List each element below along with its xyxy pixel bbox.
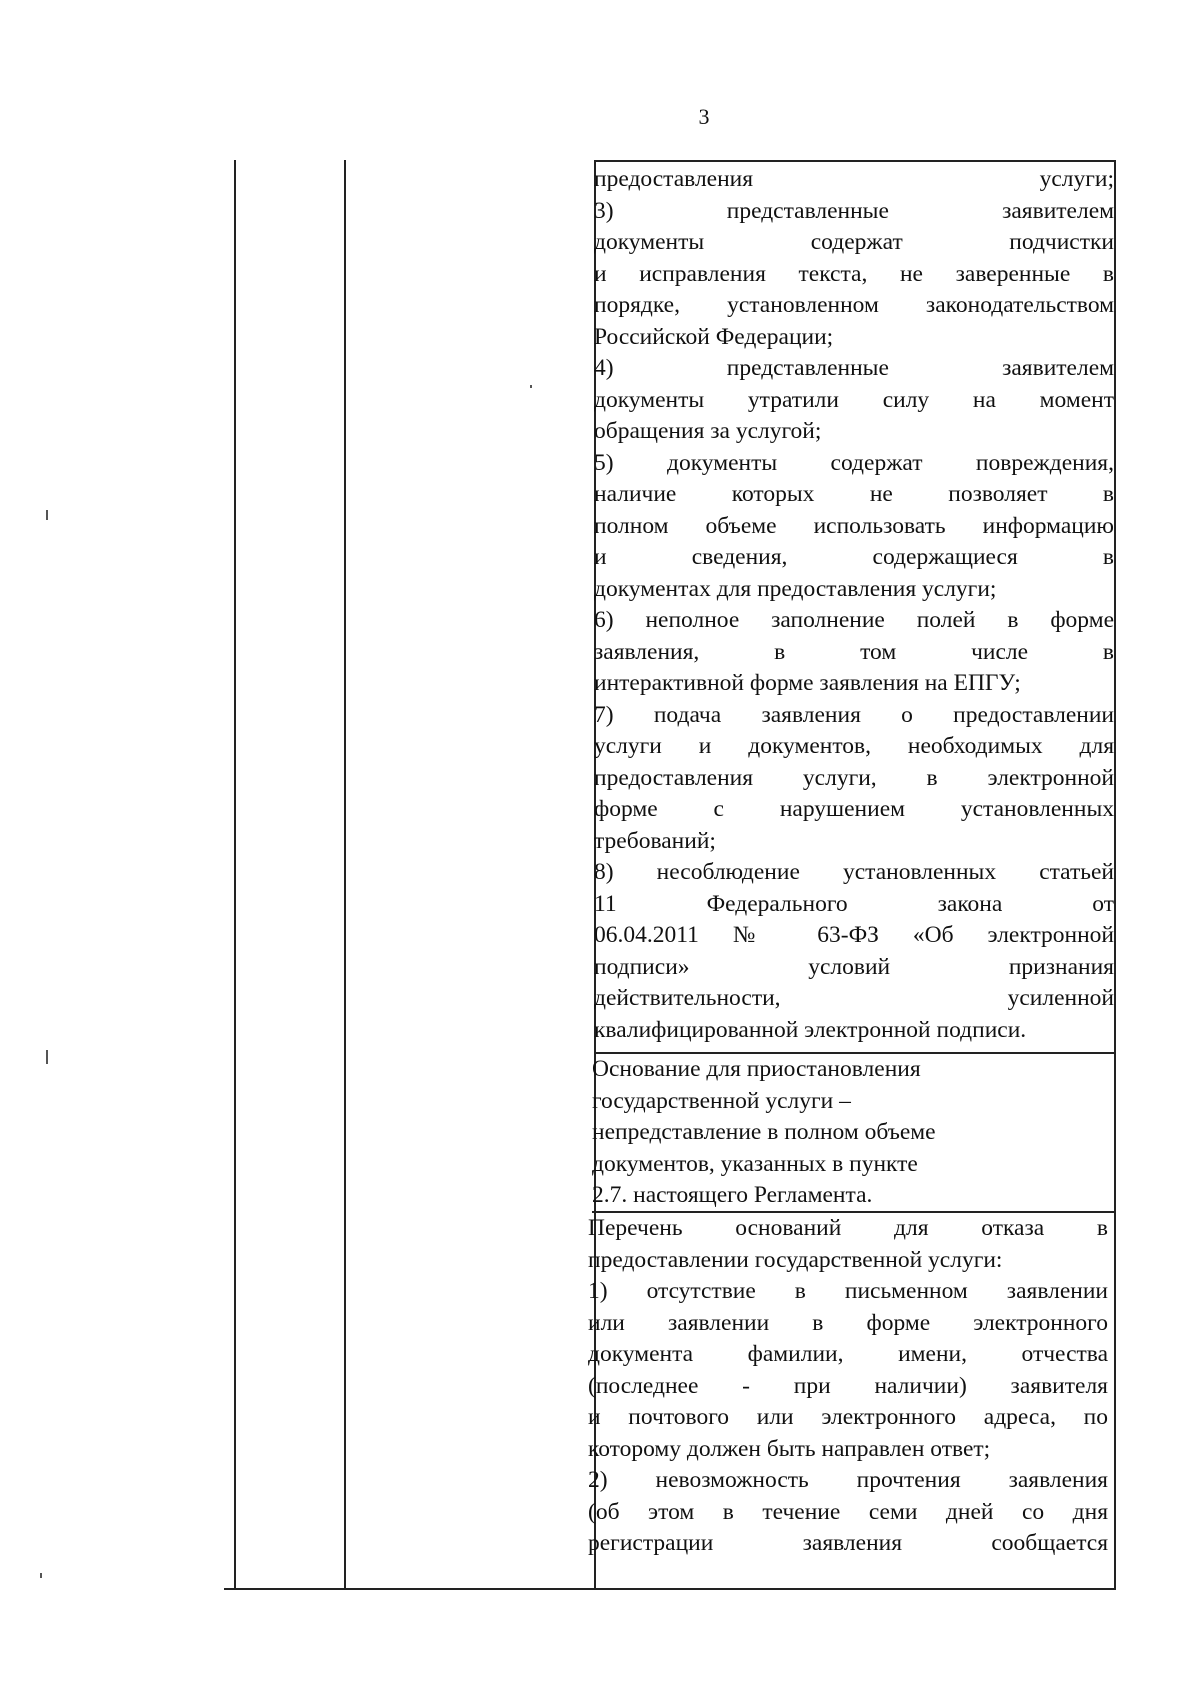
scan-speck [46,510,48,520]
text-line: квалифицированной электронной подписи. [594,1016,1027,1043]
text-line: заявления, в том числе в [594,638,1114,665]
text-line: Перечень оснований для отказа в [588,1215,1108,1241]
text-line: наличие которых не позволяет в [594,481,1114,507]
cell-top-border [594,160,1116,162]
text-line: документа фамилии, имени, отчества [588,1341,1108,1367]
table-right-border [1114,160,1116,1588]
text-line: документов, указанных в пункте [592,1150,918,1177]
text-line: и почтового или электронного адреса, по [588,1404,1108,1430]
text-line: Основание для приостановления [592,1056,921,1082]
text-line: документах для предоставления услуги; [594,575,997,602]
text-line: полном объеме использовать информацию [594,512,1114,539]
text-line: 6) неполное заполнение полей в форме [594,607,1114,633]
text-line: интерактивной форме заявления на ЕПГУ; [594,670,1021,696]
text-line: непредставление в полном объеме [592,1119,936,1145]
text-line: и сведения, содержащиеся в [594,544,1114,570]
text-line: Российской Федерации; [594,323,834,350]
text-line: порядке, установленном законодательством [594,292,1114,318]
cell-refusal-grounds [588,1213,1108,1560]
scan-speck [40,1573,42,1578]
text-line: (последнее - при наличии) заявителя [588,1372,1108,1399]
text-line: 8) несоблюдение установленных статьей [594,859,1114,885]
text-line: действительности, усиленной [594,985,1114,1011]
text-line: или заявлении в форме электронного [588,1309,1108,1336]
table-left-border [234,160,236,1588]
text-line: и исправления текста, не заверенные в [594,260,1114,287]
table-bottom-border [224,1588,1116,1590]
text-line: 5) документы содержат повреждения, [594,449,1114,476]
text-line: предоставления услуги; [594,166,1114,192]
page-number: 3 [698,104,710,129]
column-divider-1 [344,160,346,1588]
text-line: 1) отсутствие в письменном заявлении [588,1278,1108,1304]
text-line: (об этом в течение семи дней со дня [588,1498,1108,1525]
text-line: 3) представленные заявителем [594,197,1114,224]
text-line: требований; [594,827,716,854]
cell-suspension-grounds [592,1054,1112,1212]
cell-grounds-list [594,164,1114,1046]
text-line: предоставлении государственной услуги: [588,1246,1003,1273]
scan-speck [46,1050,48,1064]
scan-speck [530,385,532,388]
text-line: 4) представленные заявителем [594,355,1114,381]
text-line: 06.04.2011 № 63-ФЗ «Об электронной [594,922,1114,948]
text-line: государственной услуги – [592,1087,851,1114]
text-line: услуги и документов, необходимых для [594,733,1114,759]
text-line: 2) невозможность прочтения заявления [588,1467,1108,1493]
text-line: 2.7. настоящего Регламента. [592,1182,873,1208]
text-line: документы содержат подчистки [594,229,1114,255]
text-line: документы утратили силу на момент [594,386,1114,413]
text-line: форме с нарушением установленных [594,796,1114,822]
text-line: предоставления услуги, в электронной [594,764,1114,791]
text-line: которому должен быть направлен ответ; [588,1435,991,1462]
text-line: регистрации заявления сообщается [588,1530,1108,1556]
text-line: подписи» условий признания [594,953,1114,980]
text-line: 7) подача заявления о предоставлении [594,701,1114,728]
text-line: обращения за услугой; [594,418,822,444]
text-line: 11 Федерального закона от [594,890,1114,917]
